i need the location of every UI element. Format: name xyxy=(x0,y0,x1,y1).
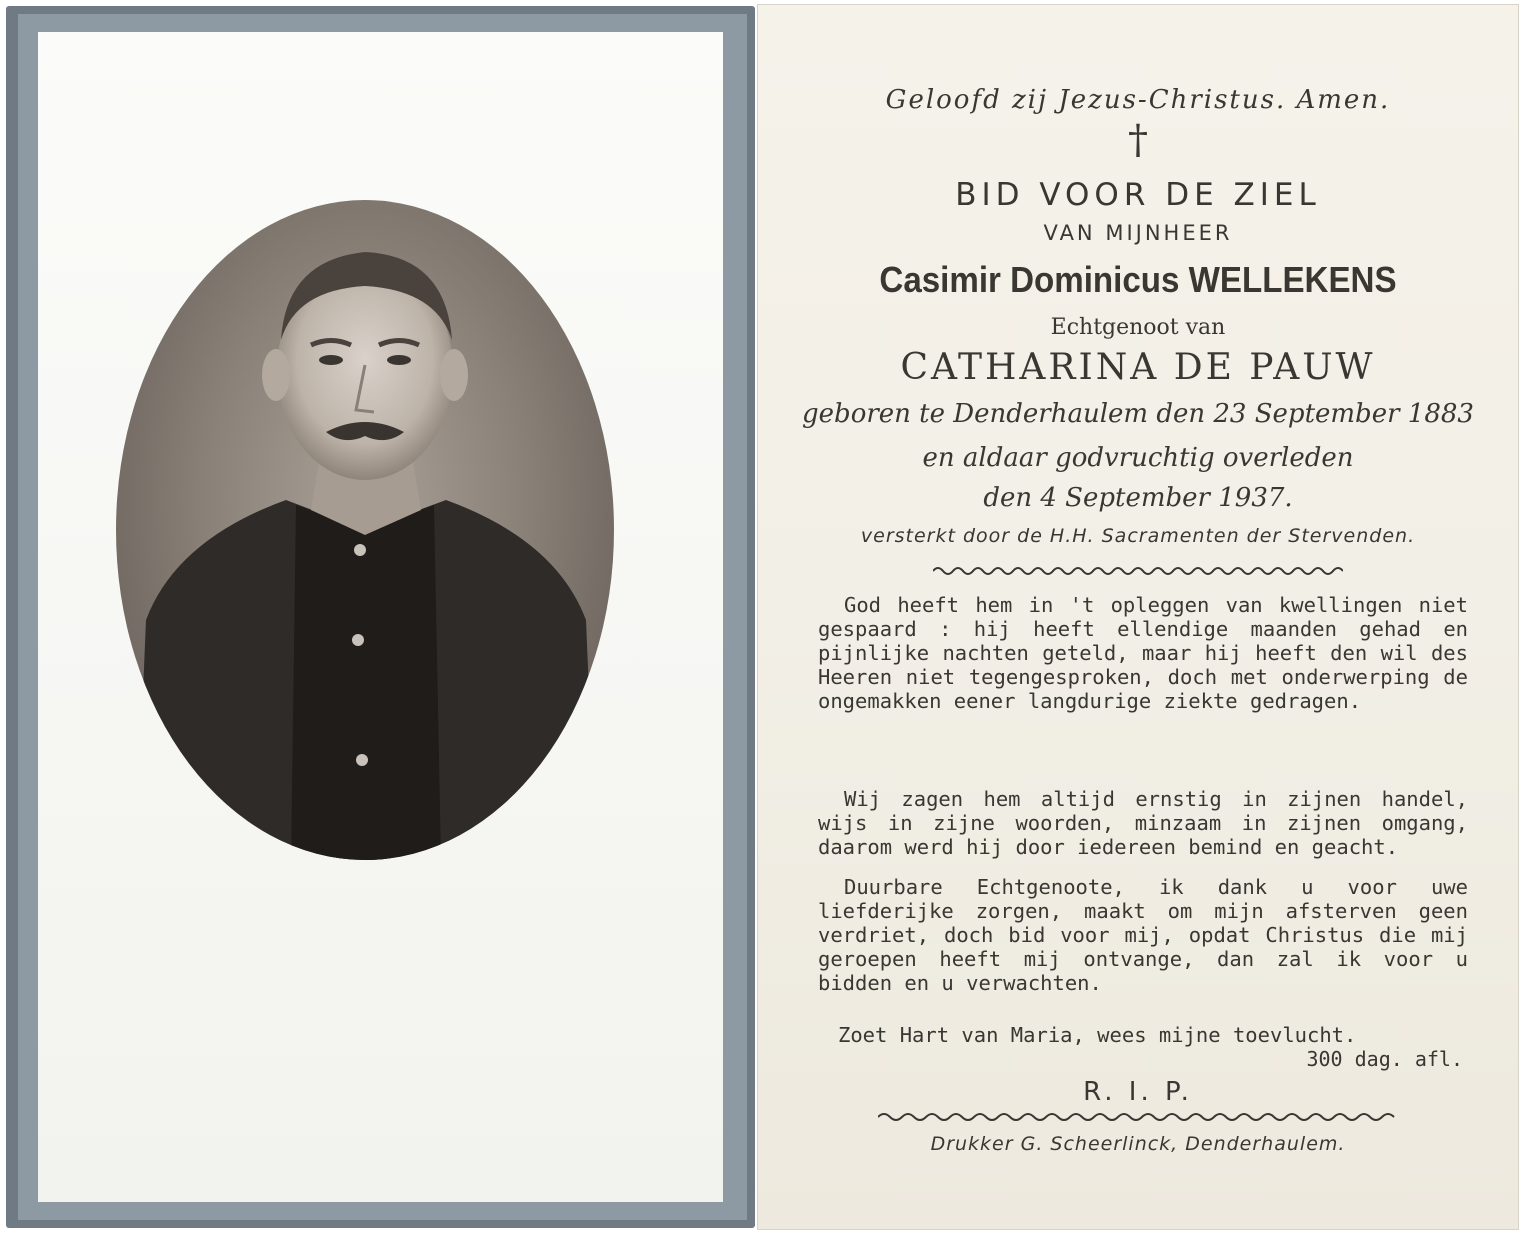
portrait-illustration xyxy=(116,200,614,860)
death-line: en aldaar godvruchtig overleden xyxy=(922,443,1354,473)
death-date: den 4 September 1937. xyxy=(983,483,1293,513)
wavy-divider xyxy=(933,565,1343,577)
birth-line: geboren te Denderhaulem den 23 September 1883 xyxy=(802,399,1474,429)
indulgence-note: 300 dag. afl. xyxy=(1306,1047,1463,1071)
portrait-photo xyxy=(116,200,614,860)
rip-line: R. I. P. xyxy=(1083,1077,1193,1107)
wavy-divider-bottom xyxy=(878,1111,1398,1123)
memorial-text-card xyxy=(757,4,1519,1230)
cross-icon: † xyxy=(1128,117,1148,163)
prayer-line: BID VOOR DE ZIEL xyxy=(955,177,1321,213)
paragraph-character: Wij zagen hem altijd ernstig in zijnen handel, wijs in zijne woorden, minzaam in zijnen omgang, daarom werd hij door iedereen bemind en geacht. xyxy=(818,787,1468,859)
honorific: VAN MIJNHEER xyxy=(1043,221,1233,245)
photo-card xyxy=(6,6,755,1228)
closing-prayer: Zoet Hart van Maria, wees mijne toevlucht. xyxy=(838,1023,1357,1047)
sacraments-line: versterkt door de H.H. Sacramenten der Stervenden. xyxy=(860,525,1416,547)
spouse-name: CATHARINA DE PAUW xyxy=(900,347,1376,388)
paragraph-suffering: God heeft hem in 't opleggen van kwellingen niet gespaard : hij heeft ellendige maanden gehad en pijnlijke nachten geteld, maar hij heeft den wil des Heeren niet tegengesproken, doch met onderwerping de ongemakken eener langdurige ziekte gedragen. xyxy=(818,593,1468,713)
deceased-name: Casimir Dominicus WELLEKENS xyxy=(879,259,1397,300)
printer-credit: Drukker G. Scheerlinck, Denderhaulem. xyxy=(930,1133,1346,1155)
spouse-prefix: Echtgenoot van xyxy=(1050,315,1226,340)
paragraph-farewell: Duurbare Echtgenoote, ik dank u voor uwe liefderijke zorgen, maakt om mijn afsterven geen verdriet, doch bid voor mij, opdat Christus die mij geroepen heeft mij ontvange, dan zal ik voor u bidden en u verwachten. xyxy=(818,875,1468,995)
card-header: Geloofd zij Jezus-Christus. Amen. xyxy=(885,85,1391,115)
